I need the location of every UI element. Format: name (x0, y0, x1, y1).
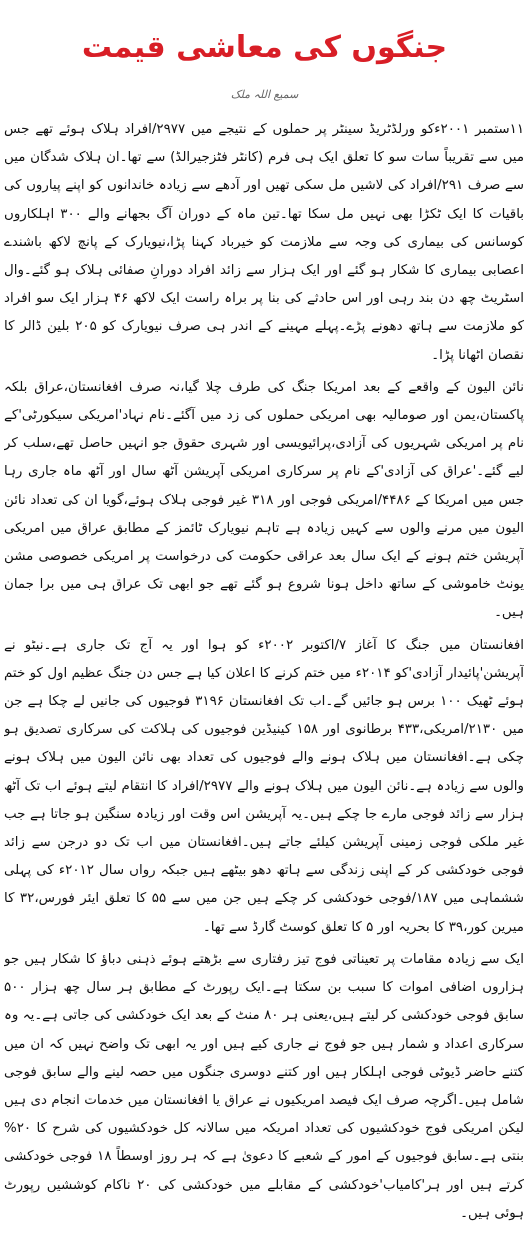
paragraph: ۱۱ستمبر ۲۰۰۱ءکو ورلڈٹریڈ سینٹر پر حملوں کے نتیجے میں ۲۹۷۷/افراد ہلاک ہوئے تھے جس میں سے تقریباً سات سو کا تعلق ایک ہی فرم (کانٹر فٹزجیرالڈ) سے تھا۔ان ہلاک شدگان میں سے صرف ۲۹۱/افراد کی لاشیں مل سکی تھیں اور آدھے سے زیادہ خاندانوں کو اپنے پیاروں کی باقیات کا ایک ٹکڑا بھی نہیں مل سکا تھا۔تین ماہ کے دوران آگ بجھانے والے ۳۰۰ اہلکاروں کوسانس کی بیماری کی وجہ سے ملازمت کو خیرباد کہنا پڑا،نیویارک کے پانچ لاکھ باشندے اعصابی بیماری کا شکار ہو گئے اور ایک ہزار سے زائد افراد دورانِ صفائی ہلاک ہو گئے۔وال اسٹریٹ چھ دن بند رہی اور اس حادثے کی بنا پر براہ راست ایک لاکھ ۴۶ ہزار ایک سو افراد کو ملازمت سے ہاتھ دھونے پڑے۔پہلے مہینے کے اندر ہی صرف نیویارک کو ۲۰۵ بلین ڈالر کا نقصان اٹھانا پڑا۔ (4, 122, 524, 363)
paragraph: افغانستان میں جنگ کا آغاز ۷/اکتوبر ۲۰۰۲ء کو ہوا اور یہ آج تک جاری ہے۔نیٹو نے آپریشن'پائیدار آزادی'کو ۲۰۱۴ء میں ختم کرنے کا اعلان کیا ہے جس دن جنگ عظیم اول کو ختم ہوئے ٹھیک ۱۰۰ برس ہو جائیں گے۔اب تک افغانستان ۳۱۹۶ فوجیوں کی جانیں لے چکا ہے جن میں ۲۱۳۰/امریکی،۴۳۳ برطانوی اور ۱۵۸ کینیڈین فوجیوں کی ہلاکت کی سرکاری تصدیق ہو چکی ہے۔افغانستان میں ہلاک ہونے والے فوجیوں کی تعداد بھی نائن الیون میں ہلاک ہونے والوں سے زیادہ ہے۔نائن الیون میں ہلاک ہونے والے ۲۹۷۷/افراد کا انتقام لیتے ہوئے اب تک آٹھ ہزار سے زائد فوجی مارے جا چکے ہیں۔یہ آپریشن اس وقت اور زیادہ سنگین ہو جاتا ہے جب غیر ملکی فوجی زمینی آپریشن کیلئے جاتے ہیں۔افغانستان میں اب تک دو درجن سے زائد فوجی خودکشی کر کے اپنی زندگی سے ہاتھ دھو بیٹھے ہیں جبکہ رواں سال ۲۰۱۲ء کی پہلی ششماہی میں ۱۸۷/فوجی خودکشی کر چکے ہیں جن میں سے ۵۵ کا تعلق ایئر فورس،۳۲ کا میرین کور،۳۹ کا بحریہ اور ۵ کا تعلق کوسٹ گارڈ سے تھا۔ (4, 637, 524, 935)
paragraph: نائن الیون کے واقعے کے بعد امریکا جنگ کی طرف چلا گیا،نہ صرف افغانستان،عراق بلکہ پاکستان،یمن اور صومالیہ بھی امریکی حملوں کی زد میں آگئے۔نام نہاد'امریکی سیکورٹی'کے نام پر امریکی شہریوں کی آزادی،پرائیویسی اور شہری حقوق جو انہیں حاصل تھے،سلب کر لیے گئے۔'عراق کی آزادی'کے نام پر سرکاری امریکی آپریشن آٹھ سال اور آٹھ ماہ جاری رہا جس میں امریکا کے ۴۴۸۶/امریکی فوجی اور ۳۱۸ غیر فوجی ہلاک ہوئے،گویا ان کی تعداد نائن الیون میں مرنے والوں سے کہیں زیادہ ہے تاہم نیویارک ٹائمز کے مطابق عراق میں امریکی آپریشن ختم ہونے کے ایک سال بعد عراقی حکومت کی درخواست پر امریکی خصوصی مشن یونٹ خاموشی کے ساتھ داخل ہونا شروع ہو گئے تھے جو ابھی تک عراق ہی میں برا جمان ہیں۔ (4, 379, 524, 621)
author-byline: سمیع اللہ ملک (230, 88, 299, 101)
paragraph: ایک سے زیادہ مقامات پر تعیناتی فوج تیز رفتاری سے بڑھتے ہوئے ذہنی دباؤ کا شکار ہیں جو ہزاروں اضافی اموات کا سبب بن سکتا ہے۔ایک رپورٹ کے مطابق ہر سال چھ ہزار ۵۰۰ سابق فوجی خودکشی کر لیتے ہیں،یعنی ہر ۸۰ منٹ کے بعد ایک خودکشی کی جاتی ہے۔یہ وہ سرکاری اعداد و شمار ہیں جو فوج نے جاری کیے ہیں اور یہ ابھی تک واضح نہیں کہ ان میں کتنے حاضر ڈیوٹی فوجی اہلکار ہیں اور کتنے دوسری جنگوں میں حصہ لینے والے سابق فوجی شامل ہیں۔اگرچہ صرف ایک فیصد امریکیوں نے عراق یا افغانستان میں خدمات انجام دی ہیں لیکن امریکی فوج خودکشیوں کی تعداد امریکہ میں سالانہ کل خودکشیوں کی شرح کا ۲۰% بنتی ہے۔سابق فوجیوں کے امور کے شعبے کا دعویٰ ہے کہ ہر روز اوسطاً ۱۸ فوجی خودکشی کرتے ہیں اور ہر'کامیاب'خودکشی کے مقابلے میں خودکشی کی ۲۰ ناکام کوششیں رپورٹ ہوئی ہیں۔ (4, 951, 524, 1221)
article-body (4, 116, 524, 1254)
article-title: جنگوں کی معاشی قیمت (81, 30, 448, 65)
